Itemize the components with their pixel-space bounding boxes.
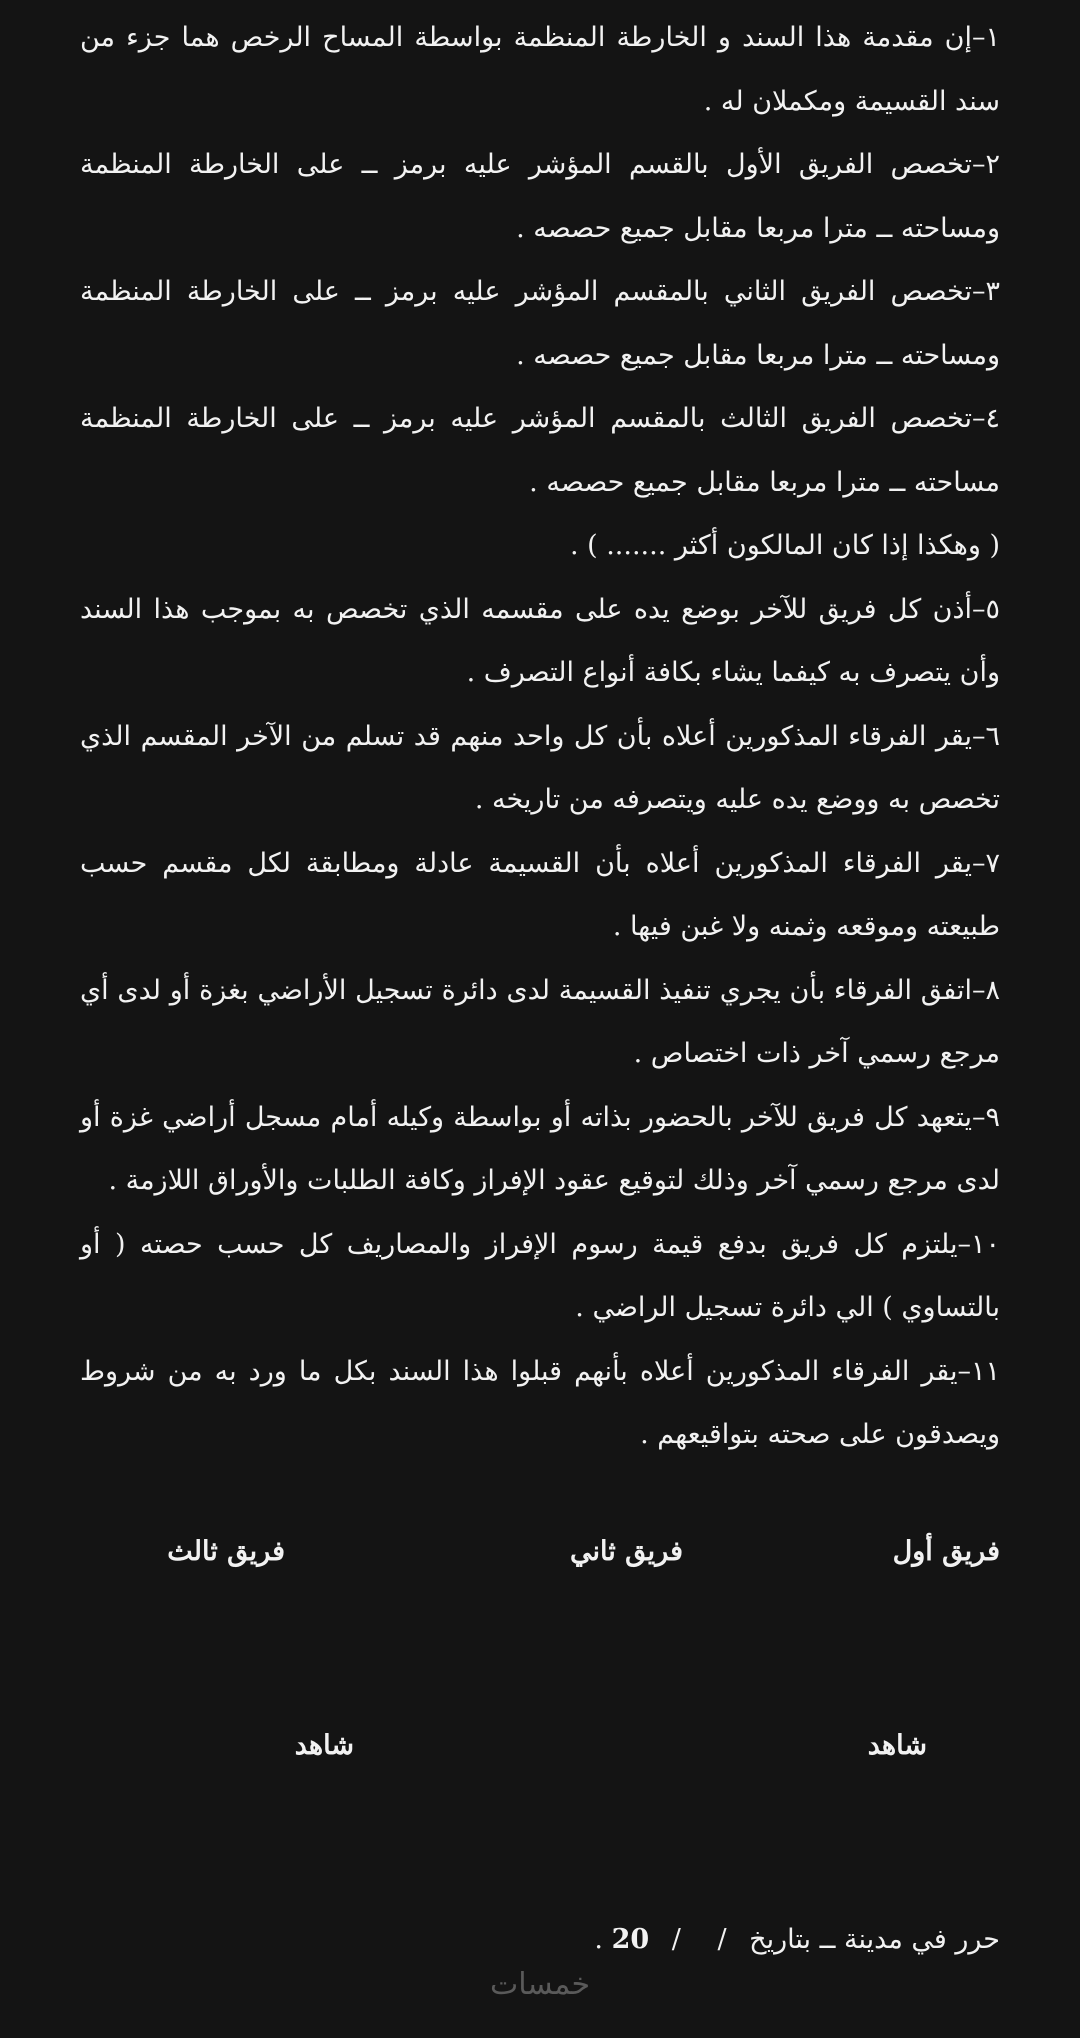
clause-8: ٨–اتفق الفرقاء بأن يجري تنفيذ القسيمة لدى دائرة تسجيل الأراضي بغزة أو لدى أي مرجع رسمي آخر ذات اختصاص .	[80, 974, 1000, 1069]
watermark-logo: خمسات	[489, 1967, 591, 2002]
witnesses-signature-row	[0, 1730, 1080, 1780]
party-third-label: فريق ثالث	[167, 1536, 285, 1567]
date-slash-1: /	[717, 1924, 727, 1955]
clause-2: ٢–تخصص الفريق الأول بالقسم المؤشر عليه برمز ــ على الخارطة المنظمة ومساحته ــ مترا مربعا مقابل جميع حصصه .	[80, 149, 1000, 244]
clause-3: ٣–تخصص الفريق الثاني بالمقسم المؤشر عليه برمز ــ على الخارطة المنظمة ومساحته ــ مترا مربعا مقابل جميع حصصه .	[80, 276, 1000, 371]
witness-left-label: شاهد	[294, 1730, 354, 1761]
clause-6: ٦–يقر الفرقاء المذكورين أعلاه بأن كل واحد منهم قد تسلم من الآخر المقسم الذي تخصص به ووضع يده عليه ويتصرفه من تاريخه .	[80, 720, 1000, 815]
party-second-label: فريق ثاني	[570, 1536, 683, 1567]
date-slash-2: /	[671, 1924, 681, 1955]
parties-signature-row	[0, 1536, 1080, 1586]
place-date-line	[594, 1924, 1000, 1955]
clause-11: ١١–يقر الفرقاء المذكورين أعلاه بأنهم قبلوا هذا السند بكل ما ورد به من شروط ويصدقون على صحته بتواقيعهم .	[80, 1355, 1000, 1450]
clause-note: ( وهكذا إذا كان المالكون أكثر ....... ) .	[569, 530, 1000, 561]
date-end-dot: .	[594, 1924, 603, 1955]
clause-10: ١٠–يلتزم كل فريق بدفع قيمة رسوم الإفراز والمصاريف كل حسب حصته ( أو بالتساوي ) الي دائرة تسجيل الراضي .	[80, 1228, 1000, 1323]
place-date-text: حرر في مدينة ــ بتاريخ	[749, 1924, 1000, 1955]
clause-5: ٥–أذن كل فريق للآخر بوضع يده على مقسمه الذي تخصص به بموجب هذا السند وأن يتصرف به كيفما يشاء بكافة أنواع التصرف .	[80, 593, 1000, 688]
clause-4: ٤–تخصص الفريق الثالث بالمقسم المؤشر عليه برمز ــ على الخارطة المنظمة مساحته ــ مترا مربعا مقابل جميع حصصه .	[80, 403, 1000, 498]
clause-9: ٩–يتعهد كل فريق للآخر بالحضور بذاته أو بواسطة وكيله أمام مسجل أراضي غزة أو لدى مرجع رسمي آخر وذلك لتوقيع عقود الإفراز وكافة الطلبات والأوراق اللازمة .	[80, 1101, 1000, 1196]
party-first-label: فريق أول	[892, 1536, 1000, 1567]
clause-7: ٧–يقر الفرقاء المذكورين أعلاه بأن القسيمة عادلة ومطابقة لكل مقسم حسب طبيعته وموقعه وثمنه ولا غبن فيها .	[80, 847, 1000, 942]
clause-1: ١–إن مقدمة هذا السند و الخارطة المنظمة بواسطة المساح الرخص هما جزء من سند القسيمة ومكملان له .	[80, 22, 1000, 117]
clauses-list	[80, 6, 1000, 1467]
date-year: 20	[611, 1924, 650, 1955]
witness-right-label: شاهد	[867, 1730, 927, 1761]
